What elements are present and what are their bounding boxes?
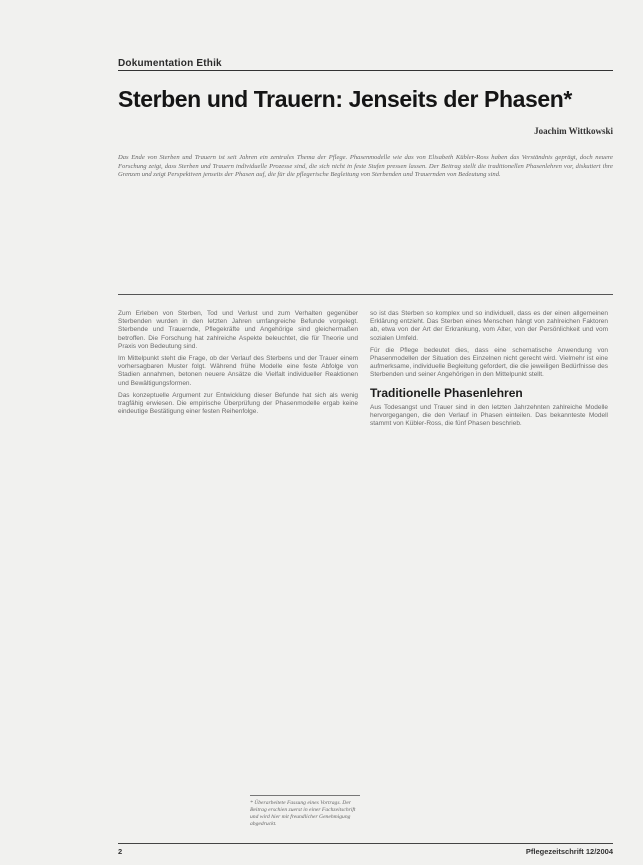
body-paragraph: so ist das Sterben so komplex und so individuell, dass es der einen allgemeinen Erklärung entzieht. Das Sterben eines Menschen hängt von zahlreichen Faktoren ab, etwa von der Art der Erkrankung, vom Alter, von der Persönlichkeit und vom sozialen Umfeld. — [370, 310, 608, 342]
article-title: Sterben und Trauern: Jenseits der Phasen* — [118, 86, 572, 112]
article-author: Joachim Wittkowski — [534, 126, 613, 136]
body-paragraph: Im Mittelpunkt steht die Frage, ob der Verlauf des Sterbens und der Trauer einem vorhersagbaren Muster folgt. Während frühe Modelle eine feste Abfolge von Stadien annahmen, betonen neuere Ansätze die Vielfalt individueller Reaktionen und Bewältigungsformen. — [118, 355, 358, 387]
footnote-divider — [250, 795, 360, 796]
body-paragraph: Aus Todesangst und Trauer sind in den letzten Jahrzehnten zahlreiche Modelle hervorgegangen, die den Verlauf in Phasen einteilen. Das bekannteste Modell stammt von Kübler-Ross, die fünf Phasen beschrieb. — [370, 403, 608, 428]
footnote: * Überarbeitete Fassung eines Vortrags. Der Beitrag erschien zuerst in einer Fachzeitschrift und wird hier mit freundlicher Genehmigung abgedruckt. — [250, 800, 356, 827]
body-paragraph: Für die Pflege bedeutet dies, dass eine schematische Anwendung von Phasenmodellen der Situation des Einzelnen nicht gerecht wird. Vielmehr ist eine aufmerksame, individuelle Begleitung gefordert, die die jeweiligen Bedürfnisse des Sterbenden und seiner Angehörigen in den Mittelpunkt stellt. — [370, 346, 608, 379]
footer-divider — [118, 843, 613, 844]
body-paragraph: Das konzeptuelle Argument zur Entwicklung dieser Befunde hat sich als wenig tragfähig erwiesen. Die empirische Überprüfung der Phasenmodelle ergab keine eindeutige Bestätigung einer festen Reihenfolge. — [118, 391, 358, 416]
page-number: 2 — [118, 847, 123, 856]
section-label: Dokumentation Ethik — [118, 58, 222, 69]
publication-name: Pflegezeitschrift 12/2004 — [525, 847, 613, 856]
header-divider — [118, 70, 613, 71]
body-column-left — [118, 310, 358, 790]
body-column-right — [370, 310, 608, 840]
section-subheading: Traditionelle Phasenlehren — [370, 385, 523, 400]
body-paragraph: Zum Erleben von Sterben, Tod und Verlust und zum Verhalten gegenüber Sterbenden wurden in den letzten Jahren umfangreiche Befunde vorgelegt. Sterbende und Trauernde, Pflegekräfte und Angehörige sind gleichermaßen betroffen. Die Forschung hat zahlreiche Aspekte beleuchtet, die für Theorie und Praxis von Bedeutung sind. — [118, 310, 358, 350]
article-abstract: Das Ende von Sterben und Trauern ist seit Jahren ein zentrales Thema der Pflege. Phasenmodelle wie das von Elisabeth Kübler-Ross haben das Verständnis geprägt, doch neuere Forschung zeigt, dass Sterben und Trauern individuelle Prozesse sind, die sich nicht in feste Stufen pressen lassen. Der Beitrag stellt die traditionellen Phasenlehren vor, diskutiert ihre Grenzen und zeigt Perspektiven jenseits der Phasen auf, die für die pflegerische Begleitung von Sterbenden und Trauernden von Bedeutung sind. — [118, 154, 613, 178]
abstract-divider — [118, 294, 613, 295]
